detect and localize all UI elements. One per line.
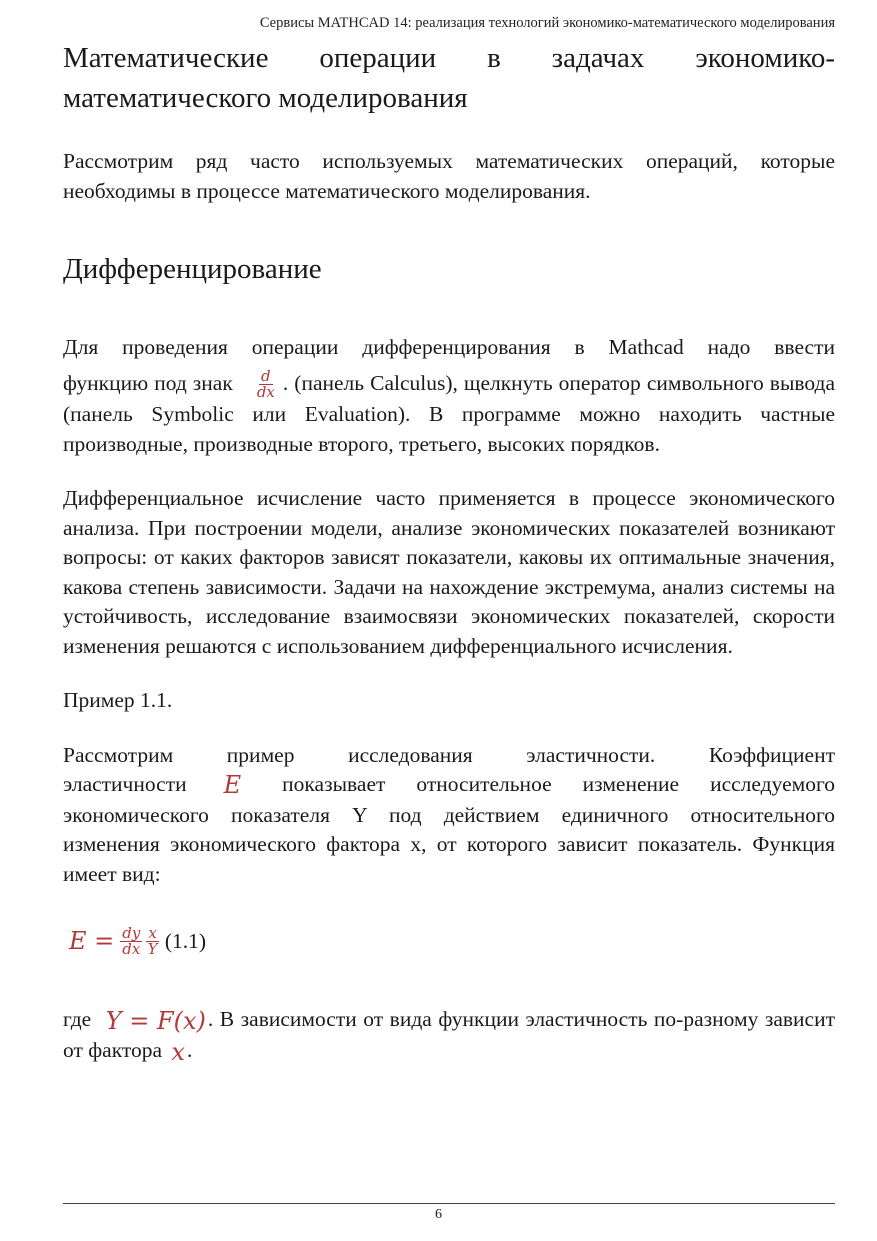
formula-dx: dx [122,939,141,958]
formula-Y: Y [147,939,158,958]
derivative-num: d [261,367,271,386]
formula-fraction-xY [146,923,158,958]
formula-dy: dy [122,923,141,942]
elasticity-symbol: E [223,771,242,800]
intro-paragraph: Рассмотрим ряд часто используемых математических операций, которые необходимы в процессе математического моделирования. [63,149,835,203]
example-label: Пример 1.1. [63,688,173,713]
elasticity-paragraph-line1: Рассмотрим пример исследования эластичности. Коэффициент [63,742,835,767]
formula-fraction-dydx [120,923,142,958]
section-title: Математические операции в задачах экономико-математического моделирования [63,42,835,114]
running-header: Сервисы MATHCAD 14: реализация технологий экономико-математического моделирования [259,15,835,31]
formula-block [63,917,835,965]
where-text-end: . [186,1038,193,1063]
diff-text-after-icon: . (панель Calculus), щелкнуть оператор символьного вывода (панель Symbolic или Evaluation). В программе можно находить частные производные, производные второго, третьего, высоких порядков. [63,370,836,456]
elasticity-paragraph [63,770,835,889]
diff-paragraph [63,369,835,460]
factor-x-symbol: x [171,1037,185,1066]
formula-x: x [148,923,157,942]
formula-lhs: E = [69,927,115,956]
derivative-den: dx [256,383,275,402]
elasticity-text-after: показывает относительное изменение исследуемого экономического показателя Y под действием единичного относительного изменения экономического фактора x, от которого зависит показатель. Функция имеет вид: [63,772,836,886]
diff-application-paragraph: Дифференциальное исчисление часто применяется в процессе экономического анализа. При построении модели, анализе экономических показателей возникают вопросы: от каких факторов зависят показатели, каковы их оптимальные значения, какова степень зависимости. Задачи на нахождение экстремума, анализ системы на устойчивость, исследование взаимосвязи экономических показателей, скорости изменения решаются с использованием дифференциального исчисления. [63,486,835,658]
page-content [63,38,835,1067]
diff-paragraph-line1: Для проведения операции дифференцирования в Mathcad надо ввести [63,335,835,359]
where-paragraph [63,1005,835,1067]
subsection-title: Дифференцирование [63,253,322,285]
where-text-middle: . В зависимости от вида функции эластичность по-разному зависит от фактора [63,1007,835,1063]
where-text: где [63,1007,92,1032]
diff-text-before-icon: функцию под знак [63,370,233,395]
derivative-operator-icon [257,369,275,400]
formula-number: (1.1) [164,928,207,953]
footer-rule [63,1203,835,1204]
page-number: 6 [435,1207,442,1222]
function-definition: Y = F(x) [105,1006,206,1035]
elasticity-text-before: эластичности [63,772,187,797]
